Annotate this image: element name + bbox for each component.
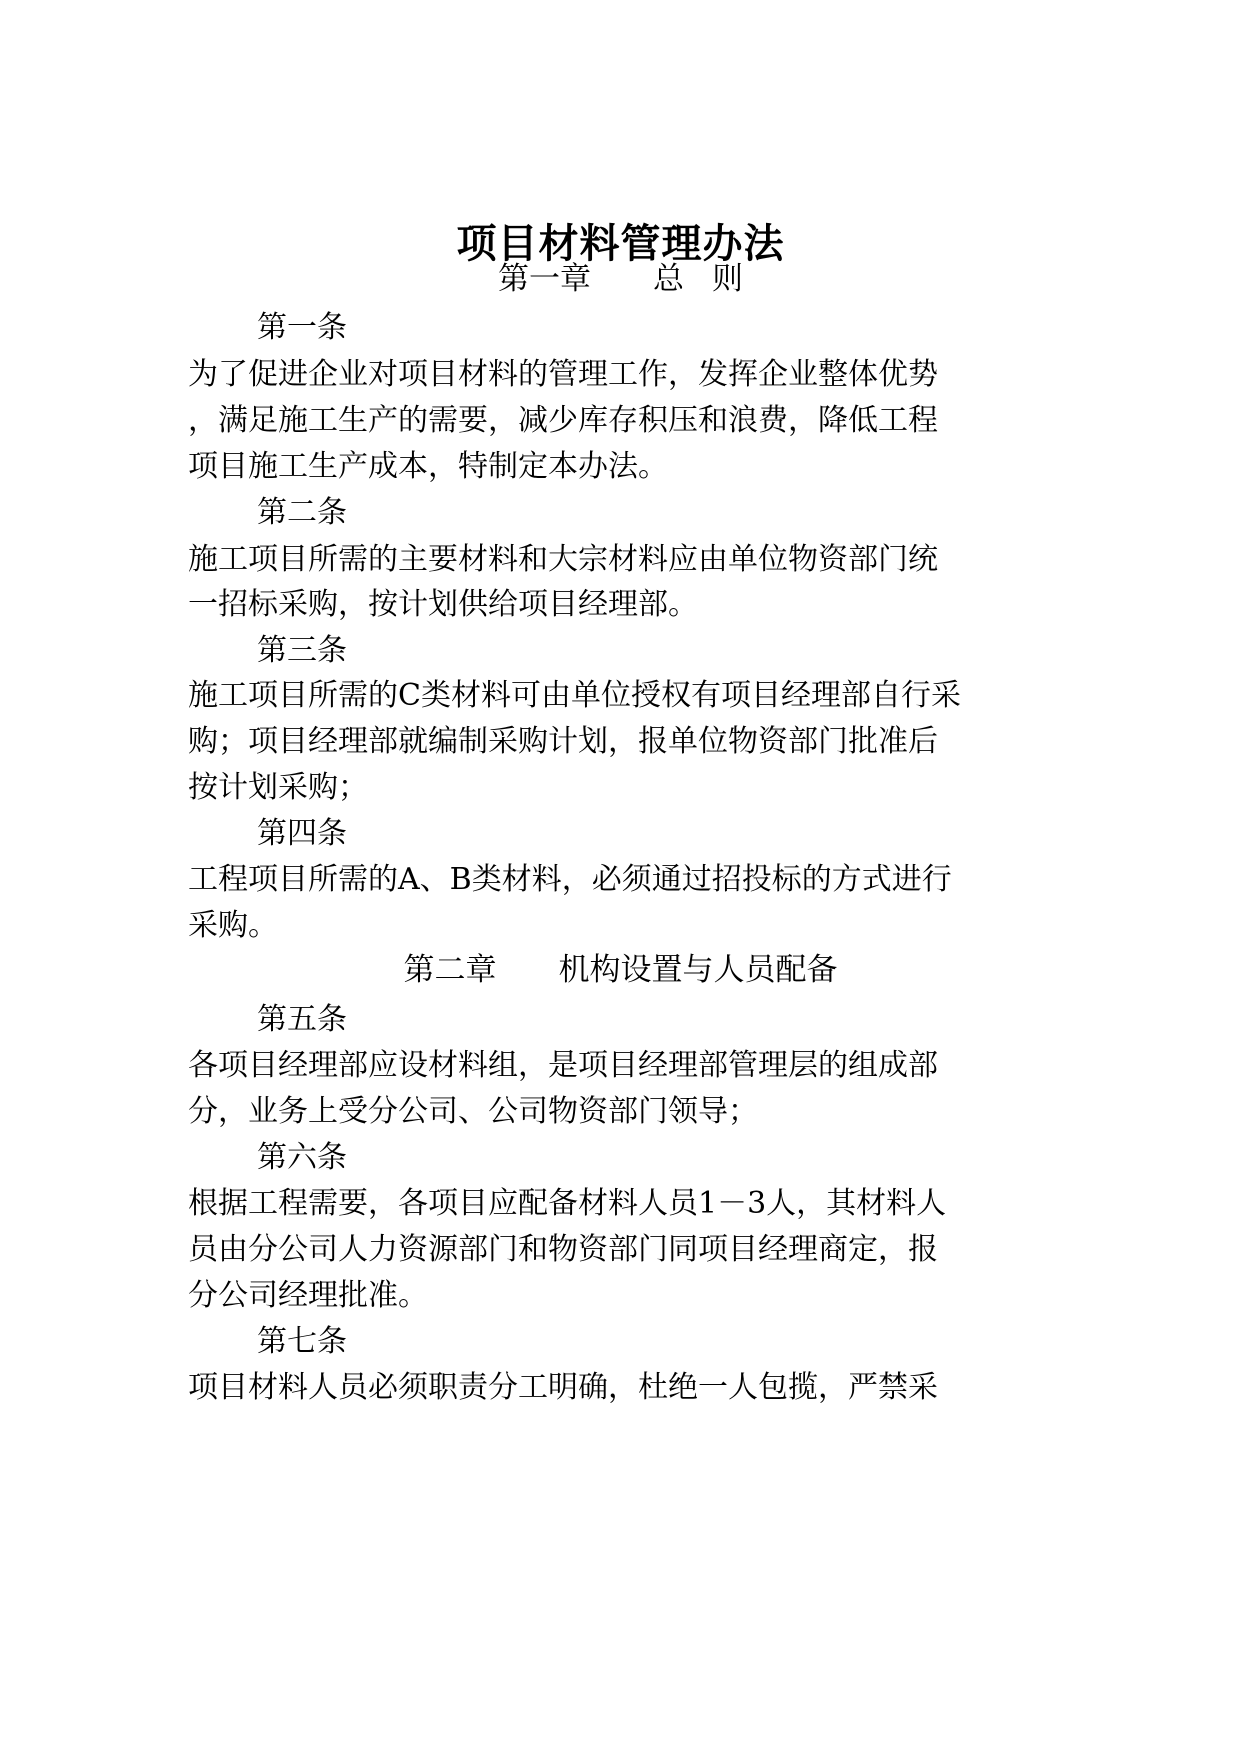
article-text-line: 工程项目所需的A、B类材料，必须通过招投标的方式进行 [188, 862, 952, 897]
article-text-line: 一招标采购，按计划供给项目经理部。 [188, 587, 698, 622]
article-label: 第三条 [257, 633, 347, 668]
chapter-1-heading [0, 255, 1241, 303]
article-text-line: 施工项目所需的主要材料和大宗材料应由单位物资部门统 [188, 542, 938, 577]
chapter-2-name: 机构设置与人员配备 [558, 952, 838, 988]
article-text-line: 项目施工生产成本，特制定本办法。 [188, 449, 668, 484]
article-label: 第二条 [257, 495, 347, 530]
article-text-line: 根据工程需要，各项目应配备材料人员1－3人，其材料人 [188, 1186, 947, 1221]
chapter-2-number: 第二章 [403, 952, 497, 988]
article-text-line: 员由分公司人力资源部门和物资部门同项目经理商定，报 [188, 1232, 938, 1267]
article-text-line: 购；项目经理部就编制采购计划，报单位物资部门批准后 [188, 724, 938, 759]
article-text-line: 项目材料人员必须职责分工明确，杜绝一人包揽，严禁采 [188, 1370, 938, 1405]
chapter-1-name-part1: 总 [653, 261, 684, 297]
chapter-2-heading [0, 946, 1241, 994]
chapter-1-name-part2: 则 [712, 261, 743, 297]
article-text-line: 按计划采购； [188, 770, 368, 805]
article-text-line: 施工项目所需的C类材料可由单位授权有项目经理部自行采 [188, 678, 961, 713]
document-title: 项目材料管理办法 [456, 221, 785, 267]
article-text-line: 各项目经理部应设材料组，是项目经理部管理层的组成部 [188, 1048, 938, 1083]
article-text-line: 采购。 [188, 908, 278, 943]
article-text-line: 分，业务上受分公司、公司物资部门领导； [188, 1094, 758, 1129]
article-text-line: 分公司经理批准。 [188, 1278, 428, 1313]
article-label: 第一条 [257, 310, 347, 345]
article-label: 第四条 [257, 816, 347, 851]
article-label: 第五条 [257, 1002, 347, 1037]
article-text-line: ，满足施工生产的需要，减少库存积压和浪费，降低工程 [188, 403, 938, 438]
article-label: 第六条 [257, 1140, 347, 1175]
article-text-line: 为了促进企业对项目材料的管理工作，发挥企业整体优势 [188, 357, 938, 392]
chapter-1-number: 第一章 [498, 261, 591, 297]
article-label: 第七条 [257, 1324, 347, 1359]
